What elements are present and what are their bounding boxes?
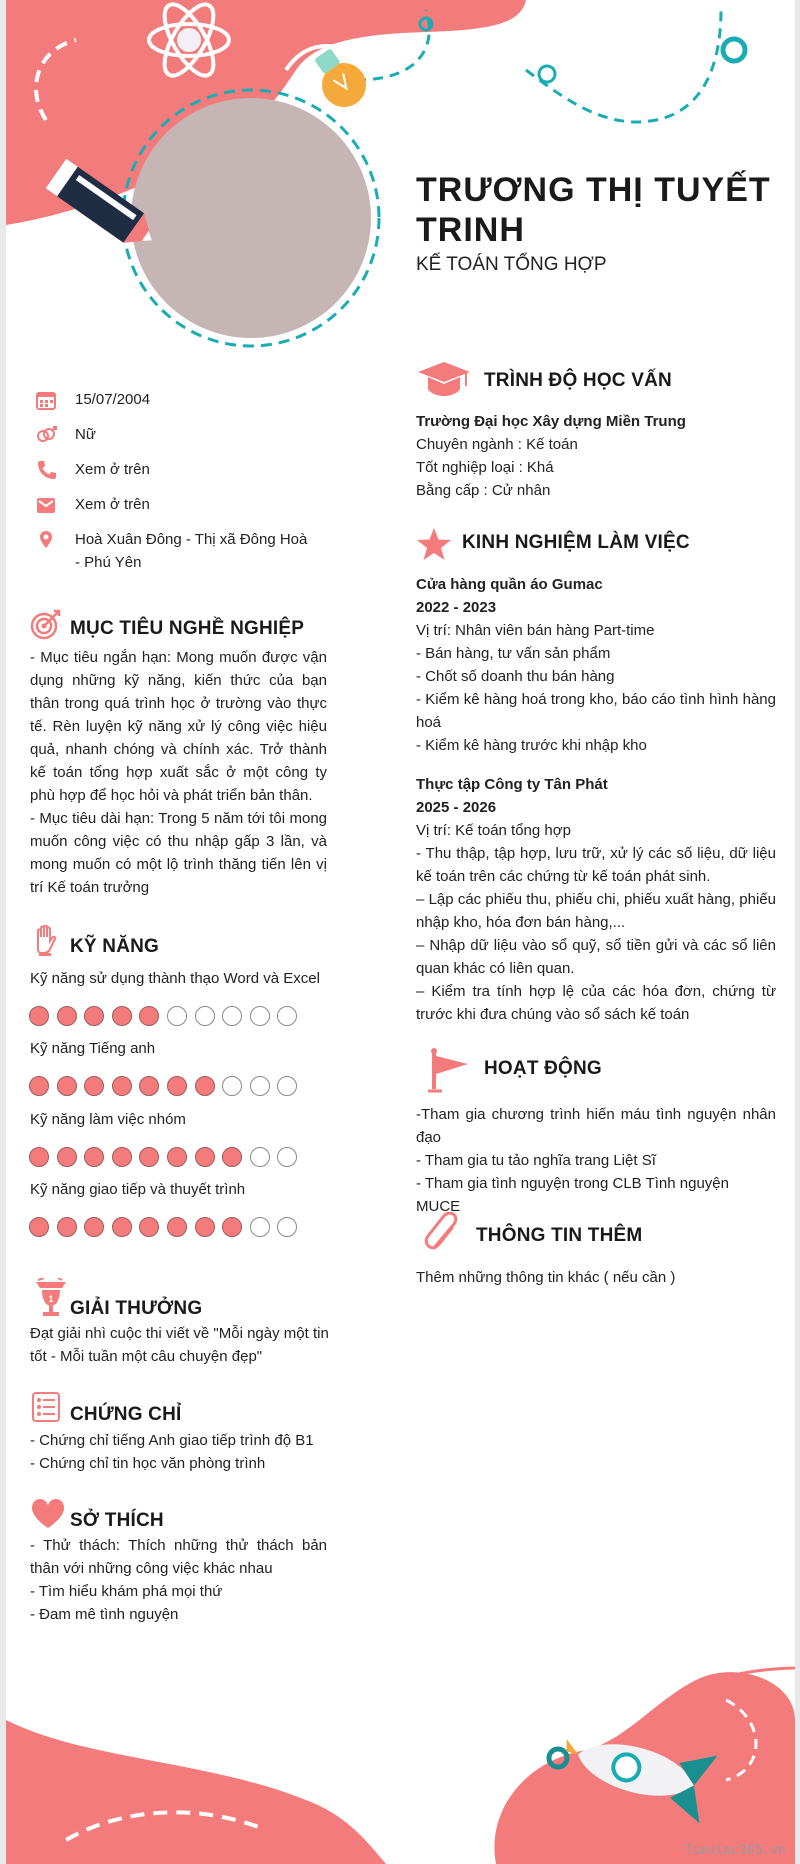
hobbies-list <box>30 1534 327 1626</box>
skill-dot-empty <box>277 1217 297 1237</box>
education-school: Trường Đại học Xây dựng Miền Trung <box>416 413 686 430</box>
hand-icon <box>32 925 60 957</box>
footer-decoration <box>6 1590 795 1864</box>
certificate-item: - Chứng chỉ tin học văn phòng trình <box>30 1455 266 1472</box>
skill-dot-filled <box>195 1217 215 1237</box>
skill-label: Kỹ năng sử dụng thành thạo Word và Excel <box>30 970 320 987</box>
email-icon <box>35 494 57 516</box>
skill-rating <box>29 1076 305 1096</box>
job-line: - Kiểm kê hàng hoá trong kho, báo cáo tình hình hàng hoá <box>416 691 776 731</box>
contact-address <box>35 528 315 574</box>
job-company: Cửa hàng quần áo Gumac <box>416 576 603 593</box>
job-line: - Thu thập, tập hợp, lưu trữ, xử lý các số liệu, dữ liệu kế toán trên các chứng từ kế toán phát sinh. <box>416 845 776 885</box>
skill-dot-filled <box>29 1147 49 1167</box>
target-icon <box>30 608 62 640</box>
skill-dot-empty <box>277 1076 297 1096</box>
certificates-title: CHỨNG CHỈ <box>70 1404 182 1425</box>
skill-dot-filled <box>29 1006 49 1026</box>
location-icon <box>35 529 57 551</box>
job-line: - Bán hàng, tư vấn sản phẩm <box>416 645 611 662</box>
contact-email-text: Xem ở trên <box>75 496 150 513</box>
contact-email <box>35 493 315 516</box>
activity-item: - Tham gia tu tảo nghĩa trang Liệt Sĩ <box>416 1152 656 1169</box>
skill-dot-filled <box>222 1147 242 1167</box>
candidate-role: KẾ TOÁN TỔNG HỢP <box>416 254 607 275</box>
experience-title: KINH NGHIỆM LÀM VIỆC <box>462 532 690 553</box>
watermark: Timviec365.vn <box>684 1843 786 1858</box>
skill-dot-filled <box>139 1006 159 1026</box>
paperclip-icon <box>422 1212 464 1254</box>
skill-dot-filled <box>139 1147 159 1167</box>
calendar-icon <box>35 389 57 411</box>
skill-dot-filled <box>139 1076 159 1096</box>
certificate-item: - Chứng chỉ tiếng Anh giao tiếp trình độ B1 <box>30 1432 314 1449</box>
flag-icon <box>428 1048 470 1094</box>
skill-dot-filled <box>57 1217 77 1237</box>
skill-dot-filled <box>195 1076 215 1096</box>
education-line: Bằng cấp : Cử nhân <box>416 482 551 499</box>
objective-short-term: - Mục tiêu ngắn hạn: Mong muốn được vận dụng những kỹ năng, kiến thức của bạn thân trong quá trình học ở trường vào thực tế. Rèn luyện kỹ năng xử lý công việc hiệu quả, nhanh chóng và chính xác. Trở thành kế toán tổng hợp xuất sắc ở một công ty phù hợp để học hỏi và phát triển bản thân. <box>30 649 327 804</box>
phone-icon <box>35 459 57 481</box>
job-line: – Kiểm tra tính hợp lệ của các hóa đơn, chứng từ trước khi đưa chúng vào sổ sách kế toán <box>416 983 776 1023</box>
job-line: Vị trí: Kế toán tổng hợp <box>416 822 571 839</box>
skill-dot-empty <box>277 1147 297 1167</box>
skill-dot-filled <box>29 1076 49 1096</box>
activities-title: HOẠT ĐỘNG <box>484 1058 602 1079</box>
skill-dot-empty <box>222 1006 242 1026</box>
skill-dot-filled <box>57 1076 77 1096</box>
education-line: Tốt nghiệp loại : Khá <box>416 459 554 476</box>
job-line: – Lập các phiếu thu, phiếu chi, phiếu xuất hàng, phiếu nhập kho, hóa đơn bán hàng,... <box>416 891 776 931</box>
skill-dot-filled <box>84 1217 104 1237</box>
contact-address-text: Hoà Xuân Đông - Thị xã Đông Hoà - Phú Yên <box>75 531 308 571</box>
job-line: Vị trí: Nhân viên bán hàng Part-time <box>416 622 655 639</box>
education-line: Chuyên ngành : Kế toán <box>416 436 578 453</box>
activity-item: -Tham gia chương trình hiến máu tình nguyện nhân đạo <box>416 1106 776 1146</box>
contact-dob <box>35 388 315 411</box>
skill-label: Kỹ năng làm việc nhóm <box>30 1111 186 1128</box>
skill-dot-empty <box>222 1076 242 1096</box>
skill-dot-filled <box>112 1147 132 1167</box>
skill-dot-filled <box>139 1217 159 1237</box>
profile-photo <box>131 98 371 338</box>
education-title: TRÌNH ĐỘ HỌC VẤN <box>484 370 672 391</box>
skill-dot-empty <box>250 1006 270 1026</box>
skill-dot-filled <box>57 1006 77 1026</box>
extra-info-title: THÔNG TIN THÊM <box>476 1225 643 1246</box>
awards-text: Đạt giải nhì cuộc thi viết về "Mỗi ngày một tin tốt - Mỗi tuần một câu chuyện đẹp" <box>30 1325 329 1365</box>
skill-dot-empty <box>250 1147 270 1167</box>
job-period: 2022 - 2023 <box>416 599 497 616</box>
hobby-item: - Đam mê tình nguyện <box>30 1606 179 1623</box>
skill-dot-empty <box>277 1006 297 1026</box>
contact-phone-text: Xem ở trên <box>75 461 150 478</box>
hobbies-title: SỞ THÍCH <box>70 1510 164 1531</box>
skill-dot-filled <box>112 1217 132 1237</box>
svg-text:1: 1 <box>48 1294 54 1304</box>
gender-icon <box>35 424 57 446</box>
contact-gender-text: Nữ <box>75 426 96 443</box>
activities-list <box>416 1103 776 1218</box>
skill-rating <box>29 1006 305 1026</box>
awards-title: GIẢI THƯỞNG <box>70 1298 203 1319</box>
experience-job <box>416 773 776 1026</box>
star-icon <box>416 527 452 561</box>
activity-item: - Tham gia tình nguyện trong CLB Tình nguyện MUCE <box>416 1175 729 1215</box>
hobby-item: - Thử thách: Thích những thử thách bản thân với những công việc khác nhau <box>30 1537 327 1577</box>
skill-rating <box>29 1217 305 1237</box>
skill-dot-filled <box>84 1076 104 1096</box>
experience-job <box>416 573 776 757</box>
skill-dot-filled <box>29 1217 49 1237</box>
graduation-cap-icon <box>416 362 472 398</box>
job-line: – Nhập dữ liệu vào sổ quỹ, sổ tiền gửi và các sổ liên quan khác có liên quan. <box>416 937 776 977</box>
skill-dot-filled <box>84 1147 104 1167</box>
certificates-list <box>30 1429 350 1475</box>
skill-rating <box>29 1147 305 1167</box>
trophy-icon <box>34 1278 68 1320</box>
extra-info-text: Thêm những thông tin khác ( nếu cần ) <box>416 1269 676 1286</box>
job-line: - Chốt số doanh thu bán hàng <box>416 668 615 685</box>
contact-gender <box>35 423 315 446</box>
job-company: Thực tập Công ty Tân Phát <box>416 776 608 793</box>
skill-dot-filled <box>84 1006 104 1026</box>
certificate-icon <box>31 1391 61 1423</box>
skill-dot-filled <box>57 1147 77 1167</box>
contact-dob-text: 15/07/2004 <box>75 391 151 408</box>
skill-dot-empty <box>195 1006 215 1026</box>
hobby-item: - Tìm hiểu khám phá mọi thứ <box>30 1583 223 1600</box>
skill-dot-filled <box>167 1147 187 1167</box>
skill-dot-filled <box>112 1006 132 1026</box>
skill-dot-empty <box>250 1076 270 1096</box>
skill-label: Kỹ năng Tiếng anh <box>30 1040 156 1057</box>
candidate-name: TRƯƠNG THỊ TUYẾT TRINH <box>416 171 771 249</box>
education-details <box>416 410 776 502</box>
objective-long-term: - Mục tiêu dài hạn: Trong 5 năm tới tôi mong muốn công việc có thu nhập gấp 3 lần, và mong muốn có một lộ trình thăng tiến lên vị trí Kế toán trưởng <box>30 810 327 896</box>
heart-icon <box>30 1498 66 1530</box>
skill-label: Kỹ năng giao tiếp và thuyết trình <box>30 1181 246 1198</box>
skill-dot-filled <box>195 1147 215 1167</box>
skill-dot-filled <box>222 1217 242 1237</box>
skills-title: KỸ NĂNG <box>70 936 160 957</box>
job-line: - Kiểm kê hàng trước khi nhập kho <box>416 737 647 754</box>
skill-dot-empty <box>250 1217 270 1237</box>
skill-dot-empty <box>167 1006 187 1026</box>
cv-page <box>6 0 795 1864</box>
objective-title: MỤC TIÊU NGHỀ NGHIỆP <box>70 618 305 639</box>
job-period: 2025 - 2026 <box>416 799 497 816</box>
contact-phone <box>35 458 315 481</box>
skill-dot-filled <box>167 1076 187 1096</box>
skill-dot-filled <box>112 1076 132 1096</box>
skill-dot-filled <box>167 1217 187 1237</box>
